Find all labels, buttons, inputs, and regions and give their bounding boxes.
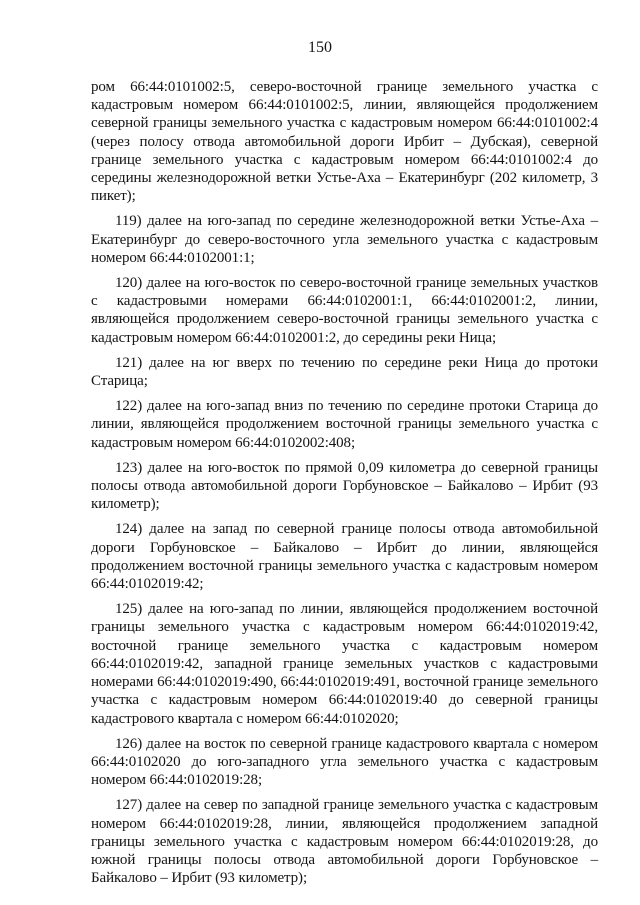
paragraph-item-123: 123) далее на юго-восток по прямой 0,09 километра до северной границы полосы отвода автомобильной дороги Горбуновское – Байкалово – Ирбит (93 километр); bbox=[91, 459, 598, 513]
paragraph-item-122: 122) далее на юго-запад вниз по течению по середине протоки Старица до линии, являющейся продолжением восточной границы земельного участка с кадастровым номером 66:44:0102002:408; bbox=[91, 398, 598, 451]
document-body bbox=[91, 78, 598, 894]
page-number: 150 bbox=[308, 39, 332, 56]
paragraph-item-119: 119) далее на юго-запад по середине железнодорожной ветки Устье-Аха – Екатеринбург до северо-восточного угла земельного участка с кадастровым номером 66:44:0102001:1; bbox=[91, 213, 598, 266]
paragraph-item-126: 126) далее на восток по северной границе кадастрового квартала с номером 66:44:0102020 до юго-западного угла земельного участка с кадастровым номером 66:44:0102019:28; bbox=[91, 735, 598, 789]
paragraph-item-127: 127) далее на север по западной границе земельного участка с кадастровым номером 66:44:0102019:28, линии, являющейся продолжением западной границы земельного участка с кадастровым номером 66:44:0102019:28, до южной границы полосы отвода автомобильной дороги Горбуновское – Байкалово – Ирбит (93 километр); bbox=[91, 797, 598, 887]
paragraph-item-120: 120) далее на юго-восток по северо-восточной границе земельных участков с кадастровыми номерами 66:44:0102001:1, 66:44:0102001:2, линии, являющейся продолжением северо-восточной границы земельного участка с кадастровым номером 66:44:0102001:2, до середины реки Ница; bbox=[91, 275, 598, 346]
paragraph-item-121: 121) далее на юг вверх по течению по середине реки Ница до протоки Старица; bbox=[91, 354, 598, 390]
paragraph-continuation: ром 66:44:0101002:5, северо-восточной границе земельного участка с кадастровым номером 66:44:0101002:5, линии, являющейся продолжением северной границы земельного участка с кадастровым номером 66:44:0101002:4 (через полосу отвода автомобильной дороги Ирбит – Дубская), северной границе земельного участка с кадастровым номером 66:44:0101002:4 до середины железнодорожной ветки Устье-Аха – Екатеринбург (202 километр, 3 пикет); bbox=[91, 79, 598, 205]
paragraph-item-125: 125) далее на юго-запад по линии, являющейся продолжением восточной границы земельного участка с кадастровым номером 66:44:0102019:42, восточной границе земельного участка с кадастровым номером 66:44:0102019:42, западной границе земельных участков с кадастровыми номерами 66:44:0102019:490, 66:44:0102019:491, восточной границе земельного участка с кадастровым номером 66:44:0102019:40 до северной границы кадастрового квартала с номером 66:44:0102020; bbox=[91, 601, 598, 727]
paragraph-item-124: 124) далее на запад по северной границе полосы отвода автомобильной дороги Горбуновское – Байкалово – Ирбит до линии, являющейся продолжением восточной границы земельного участка с кадастровым номером 66:44:0102019:42; bbox=[91, 521, 598, 593]
